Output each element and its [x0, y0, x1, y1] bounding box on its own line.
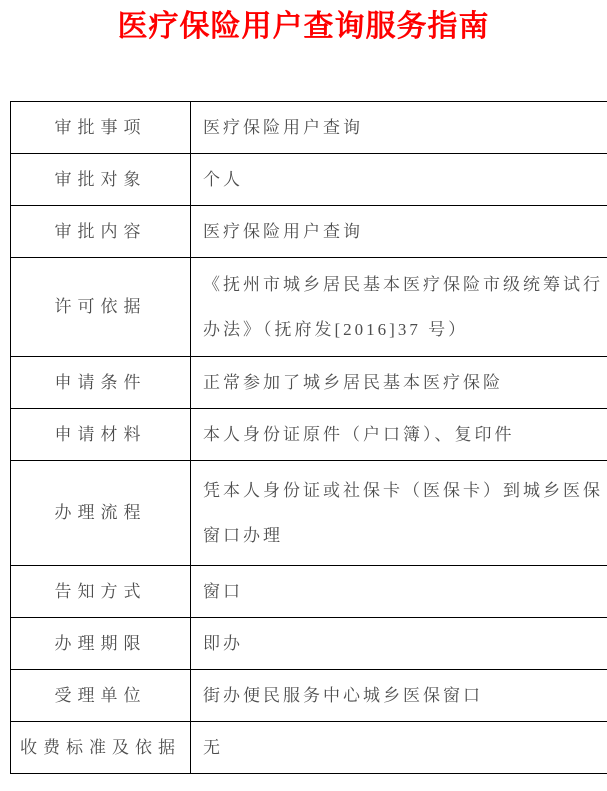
row-label: 审批内容	[11, 206, 191, 258]
table-row-processing-procedure	[11, 461, 607, 566]
row-value: 正常参加了城乡居民基本医疗保险	[191, 357, 607, 409]
row-label: 办理期限	[11, 618, 191, 670]
table-row-accepting-unit	[11, 670, 607, 722]
document-page	[0, 6, 607, 791]
table-row-processing-deadline	[11, 618, 607, 670]
service-guide-table	[10, 101, 607, 774]
row-value: 个人	[191, 154, 607, 206]
row-value: 本人身份证原件（户口簿）、复印件	[191, 409, 607, 461]
table-row-application-conditions	[11, 357, 607, 409]
row-value: 街办便民服务中心城乡医保窗口	[191, 670, 607, 722]
row-label: 受理单位	[11, 670, 191, 722]
row-label: 告知方式	[11, 566, 191, 618]
row-value: 医疗保险用户查询	[191, 206, 607, 258]
row-label: 审批事项	[11, 102, 191, 154]
table-row-permit-basis	[11, 258, 607, 357]
table-row-approval-target	[11, 154, 607, 206]
table-row-fee-standard	[11, 722, 607, 774]
row-label: 办理流程	[11, 461, 191, 566]
table-row-application-materials	[11, 409, 607, 461]
row-value: 窗口	[191, 566, 607, 618]
row-value: 医疗保险用户查询	[191, 102, 607, 154]
row-value: 凭本人身份证或社保卡（医保卡）到城乡医保窗口办理	[191, 461, 607, 566]
row-label: 许可依据	[11, 258, 191, 357]
row-label: 审批对象	[11, 154, 191, 206]
table-row-approval-item	[11, 102, 607, 154]
page-title: 医疗保险用户查询服务指南	[0, 6, 607, 48]
row-value: 《抚州市城乡居民基本医疗保险市级统筹试行办法》（抚府发[2016]37 号）	[191, 258, 607, 357]
row-label: 申请材料	[11, 409, 191, 461]
row-value: 无	[191, 722, 607, 774]
table-row-approval-content	[11, 206, 607, 258]
row-label: 申请条件	[11, 357, 191, 409]
table-row-notification-method	[11, 566, 607, 618]
row-value: 即办	[191, 618, 607, 670]
row-label: 收费标准及依据	[11, 722, 191, 774]
